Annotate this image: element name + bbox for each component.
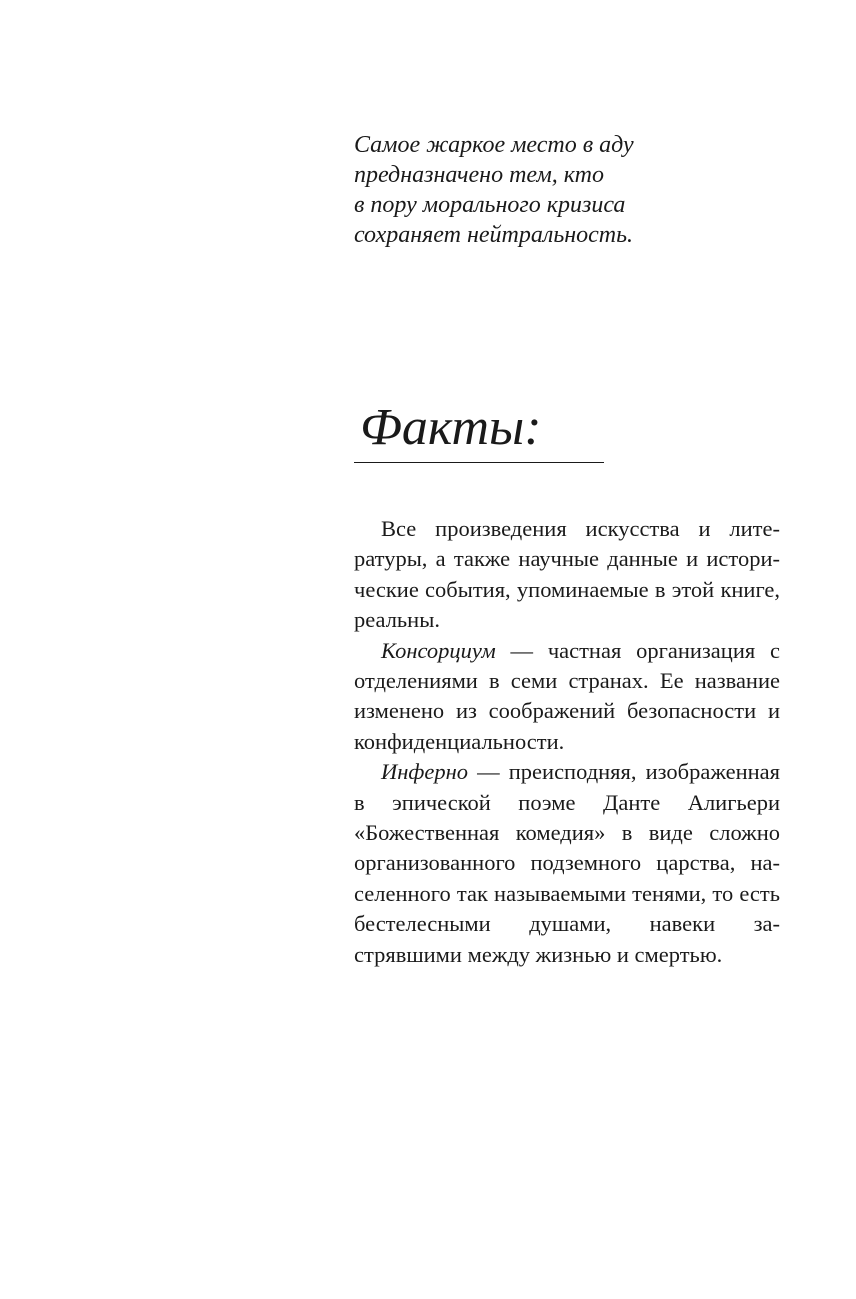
epigraph-line: сохраняет нейтральность.: [354, 222, 634, 248]
facts-body: [354, 514, 780, 970]
paragraph-text: Все произведения искусства и литературы, а также научные данные и исторические события, упоминаемые в этой книге, реальны.: [354, 516, 780, 633]
facts-paragraph: [354, 757, 780, 970]
heading-underline-rule: [354, 462, 604, 463]
facts-paragraph: [354, 514, 780, 636]
facts-heading: Факты:: [360, 399, 542, 456]
term-inferno: Инферно: [381, 759, 469, 785]
epigraph-line: в пору морального кризиса: [354, 192, 626, 218]
epigraph: [354, 130, 774, 250]
paragraph-text: — частная организация с отделениями в семи странах. Ее название изменено из соображений безопасности и конфиденциальности.: [354, 637, 780, 754]
facts-heading-block: [354, 395, 604, 463]
term-consortium: Консорциум: [381, 637, 496, 663]
epigraph-line: предназначено тем, кто: [354, 162, 605, 188]
epigraph-line: Самое жаркое место в аду: [354, 132, 634, 158]
facts-paragraph: [354, 636, 780, 758]
paragraph-text: — преисподняя, изображенная в эпической поэме Данте Алигьери «Божественная комедия» в виде сложно организованного подземного царства, населенного так называемыми тенями, то есть бестелесными душами, навеки застрявшими между жизнью и смертью.: [354, 759, 780, 967]
